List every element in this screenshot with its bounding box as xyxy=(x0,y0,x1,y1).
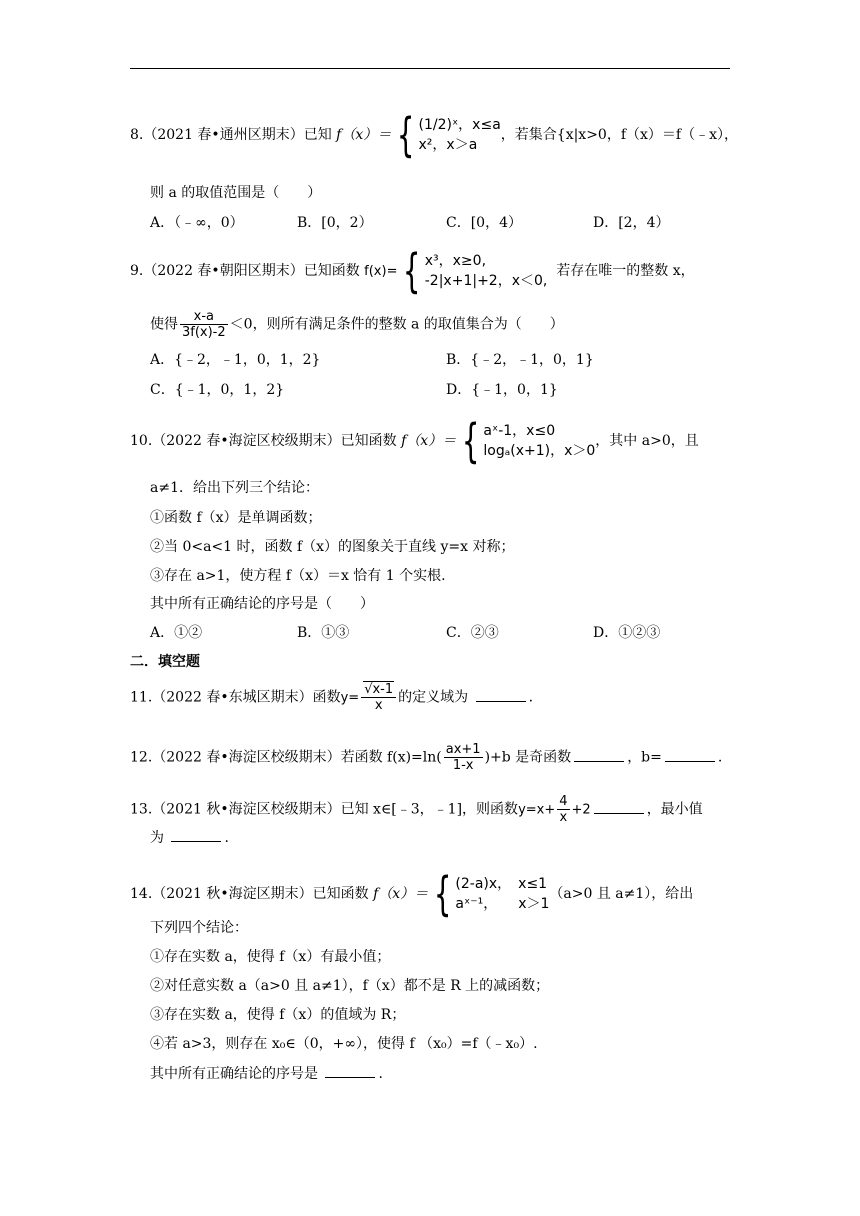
q9-frac-den: 3f(x)-2 xyxy=(182,325,226,340)
q14-case2: aˣ⁻¹， x＞1 xyxy=(455,896,550,912)
q12-frac-num: ax+1 xyxy=(445,742,481,757)
q14-piecewise xyxy=(455,874,549,914)
q12-end: . xyxy=(717,749,723,766)
header-rule xyxy=(130,68,730,69)
q12-answer-blank-2[interactable] xyxy=(665,747,715,762)
q8-ask: 则 a 的取值范围是（ ） xyxy=(150,185,322,201)
q8-case1: (1/2)ˣ，x≤a xyxy=(418,117,501,133)
q10-case2: logₐ(x+1)，x＞0 xyxy=(483,443,596,459)
q10-option-c: C．②③ xyxy=(446,625,499,641)
q8-option-a: A．（﹣∞，0） xyxy=(150,215,244,231)
q10-postfix: ，其中 a>0，且 xyxy=(595,433,699,449)
q9-prefix: 9.（2022 春•朝阳区期末）已知函数 xyxy=(130,263,365,279)
q11-sqrt: √x-1 xyxy=(364,682,394,697)
q13-postfix: ，最小值 xyxy=(646,801,703,818)
q14-line1 xyxy=(130,867,694,921)
q9-option-d: D．{﹣1，0，1} xyxy=(446,382,558,398)
q10-brace: { xyxy=(461,414,480,468)
q10-option-d: D．①②③ xyxy=(593,625,661,641)
q10-option-a: A．①② xyxy=(150,625,203,641)
q14-brace: { xyxy=(433,867,452,921)
q10-line2: a≠1．给出下列三个结论： xyxy=(150,480,319,496)
q14-item-4: ④若 a>3，则存在 x₀∈（0，+∞），使得 f （x₀）=f（﹣x₀）. xyxy=(150,1036,538,1052)
q14-prefix: 14.（2021 秋•海淀区期末）已知函数 xyxy=(130,886,374,902)
q10-prefix: 10.（2022 春•海淀区校级期末）已知函数 xyxy=(130,433,402,449)
q9-frac-num: x-a xyxy=(180,309,228,325)
q14-postfix: （a>0 且 a≠1），给出 xyxy=(549,886,694,902)
section-heading-fill-in: 二．填空题 xyxy=(130,654,200,670)
q9-line2-postfix: ＜0，则所有满足条件的整数 a 的取值集合为（ ） xyxy=(229,316,564,333)
q9-postfix: 若存在唯一的整数 x， xyxy=(556,263,695,279)
q8-case2: x²，x＞a xyxy=(418,137,478,153)
q8-brace: { xyxy=(397,108,415,162)
q8-option-d: D．[2，4） xyxy=(593,215,670,231)
q12-answer-blank-1[interactable] xyxy=(574,747,624,762)
q14-ask-line: 其中所有正确结论的序号是 . xyxy=(150,1063,383,1084)
q12-line xyxy=(130,742,722,773)
q12-mid: )+b 是奇函数 xyxy=(484,749,572,766)
q10-piecewise xyxy=(483,421,595,461)
q11-postfix: 的定义域为 xyxy=(398,689,469,706)
q8-f: f（x）＝ xyxy=(336,127,392,143)
q10-f: f（x）＝ xyxy=(401,433,457,449)
q14-item-3: ③存在实数 a，使得 f（x）的值域为 R； xyxy=(150,1007,406,1023)
q14-ask: 其中所有正确结论的序号是 xyxy=(150,1066,318,1082)
q9-f: f(x)= xyxy=(364,264,398,279)
q14-line2: 下列四个结论： xyxy=(150,920,248,936)
q10-option-b: B．①③ xyxy=(297,625,350,641)
q13-line2-text: 为 xyxy=(150,830,164,846)
q9-option-b: B．{﹣2，﹣1，0，1} xyxy=(446,352,594,368)
q12-b: ，b= xyxy=(627,749,662,766)
q8-option-c: C．[0，4） xyxy=(446,215,522,231)
q14-answer-blank[interactable] xyxy=(325,1063,375,1078)
q14-item-2: ②对任意实数 a（a>0 且 a≠1），f（x）都不是 R 上的减函数； xyxy=(150,978,550,994)
q9-brace: { xyxy=(403,244,421,298)
q13-prefix: 13.（2021 秋•海淀区校级期末）已知 x∈[﹣3，﹣1]，则函数 xyxy=(130,801,519,818)
q9-line2 xyxy=(150,309,564,340)
q13-answer-blank-2[interactable] xyxy=(171,827,221,842)
q14-item-1: ①存在实数 a，使得 f（x）有最小值； xyxy=(150,949,391,965)
q13-frac-num: 4 xyxy=(559,794,568,809)
q13-frac-den: x xyxy=(559,810,568,825)
q11-y: y= xyxy=(340,690,360,706)
q11-frac-num xyxy=(361,682,396,698)
q10-case1: aˣ-1，x≤0 xyxy=(483,423,556,439)
q10-item-2: ②当 0<a<1 时，函数 f（x）的图象关于直线 y=x 对称； xyxy=(150,539,515,555)
q11-frac-den: x xyxy=(374,698,383,713)
q9-case2: -2|x+1|+2，x＜0, xyxy=(424,273,548,289)
q14-case1: (2-a)x， x≤1 xyxy=(455,876,548,892)
q13-answer-blank-1[interactable] xyxy=(594,799,644,814)
q9-fraction xyxy=(180,309,228,340)
q10-item-3: ③存在 a>1，使方程 f（x）＝x 恰有 1 个实根. xyxy=(150,568,446,584)
q9-option-c: C．{﹣1，0，1，2} xyxy=(150,382,285,398)
q12-fraction xyxy=(444,742,483,773)
q13-func-post: +2 xyxy=(571,802,591,818)
q8-prefix: 8.（2021 春•通州区期末）已知 xyxy=(130,127,337,143)
q10-ask: 其中所有正确结论的序号是（ ） xyxy=(150,596,374,612)
q14-f: f（x）＝ xyxy=(373,886,429,902)
q11-line: 11.（2022 春•东城区期末）函数y= $\frac{√x-1}{x}$ 的定义域为 . xyxy=(130,682,534,713)
q13-line1 xyxy=(130,794,703,825)
q12-frac-den: 1-x xyxy=(452,758,474,773)
q9-case1: x³，x≥0, xyxy=(424,253,487,269)
q9-option-a: A．{﹣2，﹣1，0，1，2} xyxy=(150,352,321,368)
q10-line1 xyxy=(130,414,699,468)
q8-line1 xyxy=(130,108,738,162)
q11-prefix: 11.（2022 春•东城区期末）函数 xyxy=(130,689,341,706)
q13-line2: 为 . xyxy=(150,827,229,848)
q9-line2-prefix: 使得 xyxy=(150,316,178,333)
q12-prefix: 12.（2022 春•海淀区校级期末）若函数 f(x)=ln( xyxy=(130,749,442,766)
q13-fraction xyxy=(557,794,569,825)
q13-func-pre: y=x+ xyxy=(518,802,556,818)
q9-piecewise xyxy=(425,251,548,291)
q9-line1 xyxy=(130,244,695,298)
q8-piecewise xyxy=(419,115,501,155)
q11-fraction xyxy=(361,682,396,713)
q8-postfix: ，若集合{x|x>0，f（x）＝f（﹣x）， xyxy=(500,127,738,143)
q10-item-1: ①函数 f（x）是单调函数； xyxy=(150,510,322,526)
q8-line2 xyxy=(150,183,321,203)
q11-answer-blank[interactable] xyxy=(476,687,526,702)
q8-option-b: B．[0，2） xyxy=(297,215,373,231)
